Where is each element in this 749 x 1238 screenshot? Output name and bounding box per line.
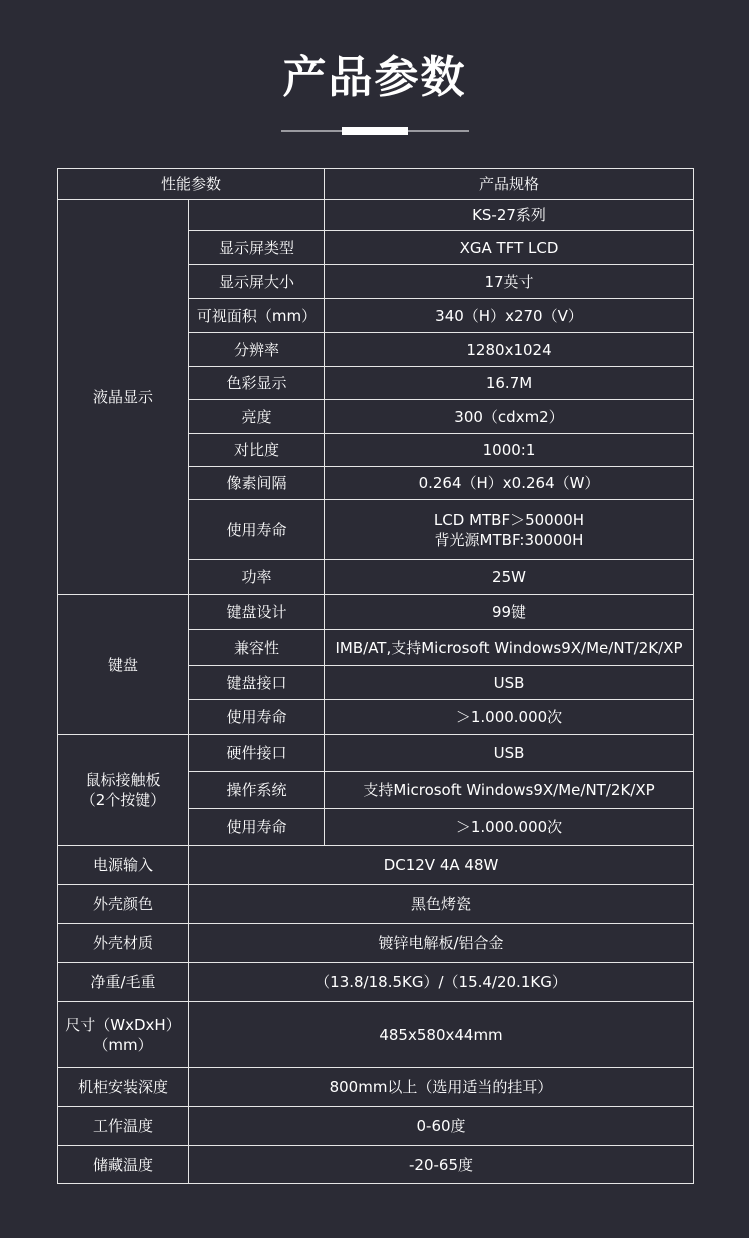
row-label: 显示屏大小 [189,265,325,299]
row-value: 99键 [325,595,694,630]
row-value: 17英寸 [325,265,694,299]
row-value: 0.264（H）x0.264（W） [325,467,694,500]
table-row [58,1002,694,1068]
table-row [58,963,694,1002]
spec-table [57,168,694,1184]
row-value: 1280x1024 [325,333,694,367]
row-value: 340（H）x270（V） [325,299,694,333]
row-label: 储藏温度 [58,1146,189,1184]
table-row [58,735,694,772]
row-label: 像素间隔 [189,467,325,500]
row-value [325,500,694,560]
row-label: 兼容性 [189,630,325,666]
table-row [58,1107,694,1146]
row-value: XGA TFT LCD [325,231,694,265]
group-touchpad-line: （2个按键） [80,791,166,809]
row-value: （13.8/18.5KG）/（15.4/20.1KG） [189,963,694,1002]
group-touchpad [58,735,189,846]
row-label: 净重/毛重 [58,963,189,1002]
row-value: 16.7M [325,367,694,400]
row-value: 0-60度 [189,1107,694,1146]
row-value: KS-27系列 [325,200,694,231]
header-specifications: 产品规格 [325,169,694,200]
table-row [58,846,694,885]
row-value-line: LCD MTBF＞50000H [433,510,585,529]
row-label: 键盘接口 [189,666,325,700]
table-row [58,595,694,630]
row-label: 色彩显示 [189,367,325,400]
row-value: ＞1.000.000次 [325,809,694,846]
row-value-line: 背光源MTBF:30000H [434,530,584,549]
row-label: 键盘设计 [189,595,325,630]
row-label: 使用寿命 [189,500,325,560]
row-label: 可视面积（mm） [189,299,325,333]
row-label: 分辨率 [189,333,325,367]
row-value: USB [325,735,694,772]
table-row [58,1146,694,1184]
row-value: 镀锌电解板/铝合金 [189,924,694,963]
row-label: 亮度 [189,400,325,434]
page-title: 产品参数 [282,52,467,103]
row-value: -20-65度 [189,1146,694,1184]
row-label-line: （mm） [93,1035,153,1054]
row-label [189,200,325,231]
row-label: 外壳颜色 [58,885,189,924]
row-label: 使用寿命 [189,700,325,735]
row-label: 机柜安装深度 [58,1068,189,1107]
row-label: 使用寿命 [189,809,325,846]
row-label: 工作温度 [58,1107,189,1146]
row-value: 支持Microsoft Windows9X/Me/NT/2K/XP [325,772,694,809]
group-lcd: 液晶显示 [58,200,189,595]
row-label [58,1002,189,1068]
header-parameters: 性能参数 [58,169,325,200]
row-value: IMB/AT,支持Microsoft Windows9X/Me/NT/2K/XP [325,630,694,666]
table-header-row [58,169,694,200]
row-label: 电源输入 [58,846,189,885]
row-value: ＞1.000.000次 [325,700,694,735]
row-label: 对比度 [189,434,325,467]
table-row [58,885,694,924]
title-accent-bar [342,127,408,135]
row-label: 操作系统 [189,772,325,809]
row-value: DC12V 4A 48W [189,846,694,885]
row-value: 1000:1 [325,434,694,467]
group-touchpad-line: 鼠标接触板 [85,771,161,789]
row-label-line: 尺寸（WxDxH） [65,1015,181,1034]
row-label: 硬件接口 [189,735,325,772]
table-row [58,1068,694,1107]
row-value: USB [325,666,694,700]
row-label: 外壳材质 [58,924,189,963]
table-row [58,924,694,963]
row-value: 800mm以上（选用适当的挂耳） [189,1068,694,1107]
table-row [58,200,694,231]
row-value: 485x580x44mm [189,1002,694,1068]
group-keyboard: 键盘 [58,595,189,735]
row-value: 300（cdxm2） [325,400,694,434]
row-label: 功率 [189,560,325,595]
row-label: 显示屏类型 [189,231,325,265]
row-value: 25W [325,560,694,595]
row-value: 黑色烤瓷 [189,885,694,924]
